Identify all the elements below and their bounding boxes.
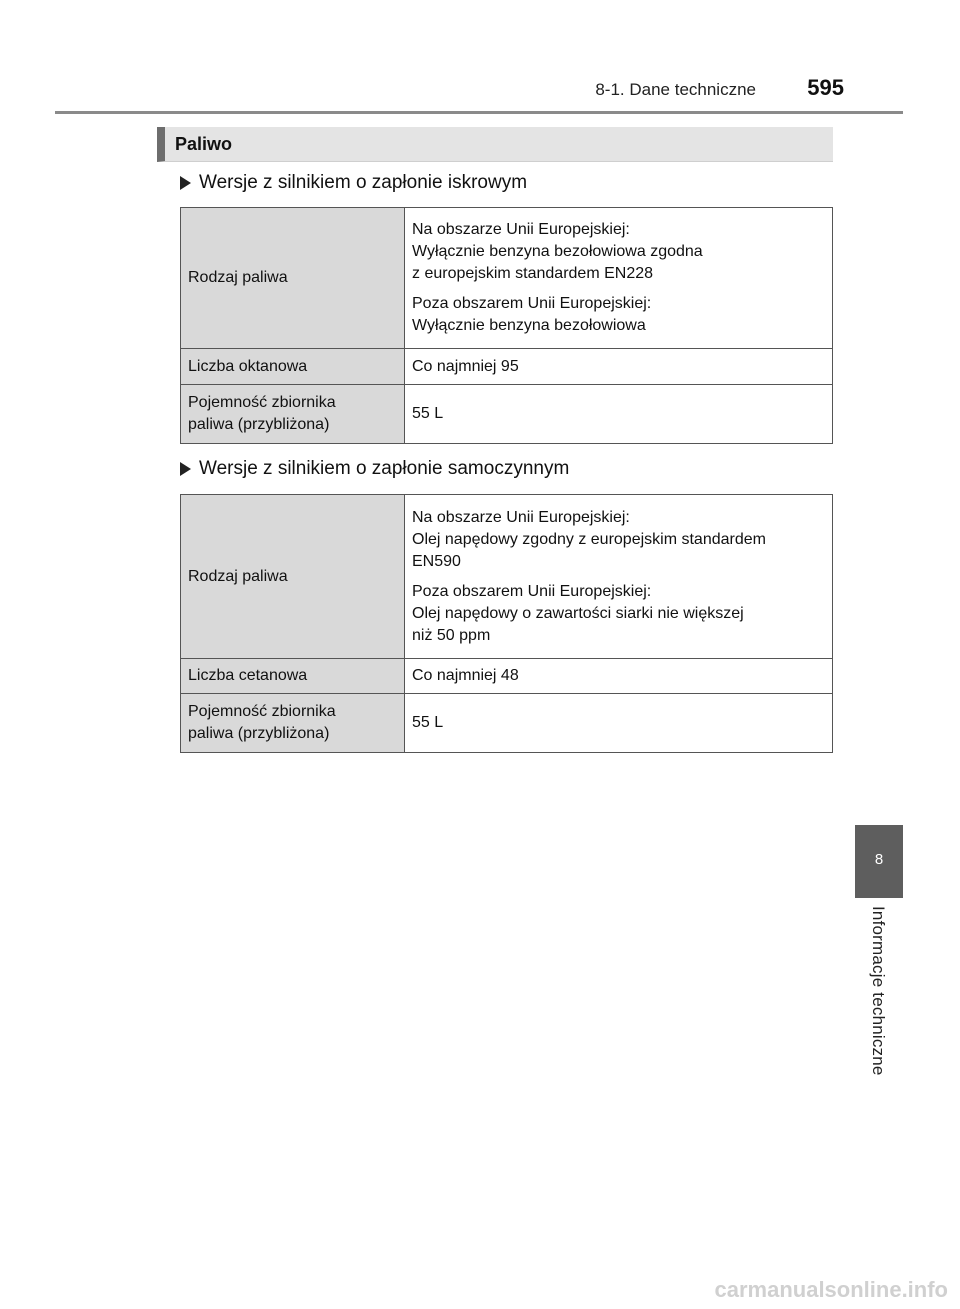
text-line: Olej napędowy zgodny z europejskim standardem <box>412 530 766 548</box>
fuel-type-non-eu-paragraph <box>412 293 825 337</box>
text-line: Poza obszarem Unii Europejskiej: <box>412 295 652 312</box>
text-line: Wyłącznie benzyna bezołowiowa zgodna <box>412 243 703 260</box>
table-row <box>181 208 833 349</box>
text-line: z europejskim standardem EN228 <box>412 265 654 282</box>
fuel-type-label: Rodzaj paliwa <box>181 208 405 349</box>
page-number: 595 <box>807 75 844 100</box>
text-line: Na obszarze Unii Europejskiej: <box>412 221 630 238</box>
fuel-type-label: Rodzaj paliwa <box>181 495 405 659</box>
tank-capacity-label <box>181 694 405 753</box>
tank-capacity-label <box>181 385 405 444</box>
fuel-type-non-eu-paragraph <box>412 581 825 647</box>
diesel-spec-table <box>180 494 833 753</box>
chapter-tab <box>855 825 903 898</box>
octane-value: Co najmniej 95 <box>405 349 833 385</box>
diesel-subheading <box>180 458 569 480</box>
petrol-spec-table <box>180 207 833 444</box>
chapter-label: Informacje techniczne <box>869 906 888 1076</box>
text-line: EN590 <box>412 552 461 570</box>
petrol-heading-text: Wersje z silnikiem o zapłonie iskrowym <box>199 172 528 193</box>
text-line: paliwa (przybliżona) <box>188 725 330 742</box>
octane-label: Liczba oktanowa <box>181 349 405 385</box>
fuel-type-value <box>405 208 833 349</box>
diesel-heading-text: Wersje z silnikiem o zapłonie samoczynnym <box>199 458 570 479</box>
table-row <box>181 659 833 694</box>
header-section-title: 8-1. Dane techniczne <box>595 80 756 99</box>
table-row <box>181 385 833 444</box>
page-header <box>55 75 903 114</box>
text-line: Na obszarze Unii Europejskiej: <box>412 508 630 526</box>
text-line: paliwa (przybliżona) <box>188 416 330 433</box>
triangle-bullet-icon <box>180 176 191 190</box>
fuel-type-eu-paragraph <box>412 507 825 573</box>
cetane-value: Co najmniej 48 <box>405 659 833 694</box>
tank-capacity-value: 55 L <box>405 694 833 753</box>
triangle-bullet-icon <box>180 462 191 476</box>
table-row <box>181 349 833 385</box>
text-line: Pojemność zbiornika <box>188 394 336 411</box>
fuel-type-eu-paragraph <box>412 219 825 285</box>
chapter-number: 8 <box>874 851 884 868</box>
table-row <box>181 694 833 753</box>
text-line: niż 50 ppm <box>412 626 491 644</box>
petrol-subheading <box>180 172 527 194</box>
fuel-type-value <box>405 495 833 659</box>
section-title: Paliwo <box>175 134 233 154</box>
text-line: Olej napędowy o zawartości siarki nie większej <box>412 604 744 622</box>
section-title-bar <box>157 127 833 162</box>
tank-capacity-value: 55 L <box>405 385 833 444</box>
text-line: Wyłącznie benzyna bezołowiowa <box>412 317 646 334</box>
watermark: carmanualsonline.info <box>714 1277 948 1302</box>
cetane-label: Liczba cetanowa <box>181 659 405 694</box>
text-line: Pojemność zbiornika <box>188 703 336 720</box>
table-row <box>181 495 833 659</box>
text-line: Poza obszarem Unii Europejskiej: <box>412 582 652 600</box>
